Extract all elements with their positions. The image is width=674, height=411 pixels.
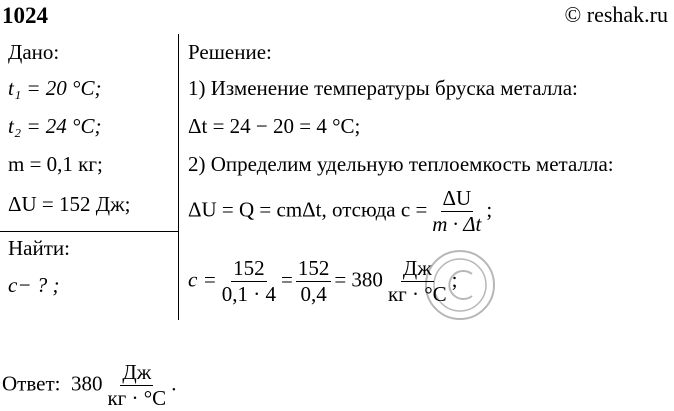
calc-lhs: c = xyxy=(188,267,217,292)
given-m: m = 0,1 кг; xyxy=(8,152,103,176)
formula-lhs: ΔU = Q = cmΔt, отсюда c = xyxy=(188,197,428,222)
solution-dt: Δt = 24 − 20 = 4 °C; xyxy=(188,114,361,138)
fraction-numerator: Дж xyxy=(402,256,432,280)
calc-end: ; xyxy=(451,267,458,292)
solution-step2: 2) Определим удельную теплоемкость металла: xyxy=(188,152,614,176)
fraction-denominator: кг · °C xyxy=(107,386,167,410)
fraction-denominator: кг · °C xyxy=(387,282,447,306)
vertical-divider xyxy=(178,34,179,320)
calc-equals: = xyxy=(281,267,293,292)
solution-title: Решение: xyxy=(188,40,272,64)
answer xyxy=(2,362,176,409)
formula-end: ; xyxy=(486,197,493,222)
formula-fraction xyxy=(430,188,483,235)
fraction-denominator: m · Δt xyxy=(432,212,482,236)
solution-calc xyxy=(188,258,458,305)
fraction-numerator: Дж xyxy=(122,360,152,384)
copyright: © reshak.ru xyxy=(564,2,668,27)
answer-unit xyxy=(105,362,168,409)
answer-label: Ответ: xyxy=(2,371,61,396)
fraction-numerator: 152 xyxy=(297,256,330,280)
given-du: ΔU = 152 Дж; xyxy=(8,192,131,216)
calc-fraction-2 xyxy=(296,258,332,305)
fraction-numerator: 152 xyxy=(233,256,265,280)
solution-step1: 1) Изменение температуры бруска металла: xyxy=(188,76,578,100)
fraction-numerator: ΔU xyxy=(442,186,472,210)
calc-unit-fraction xyxy=(386,258,449,305)
answer-value: 380 xyxy=(70,371,103,396)
fraction-denominator: 0,4 xyxy=(300,282,327,306)
calc-fraction-1 xyxy=(220,258,278,305)
horizontal-divider xyxy=(0,231,178,232)
fraction-denominator: 0,1 · 4 xyxy=(221,282,276,306)
given-t2: t₂ = 24 °C; xyxy=(8,114,102,138)
solution-formula xyxy=(188,188,492,235)
given-title: Дано: xyxy=(8,40,60,64)
find-title: Найти: xyxy=(8,236,70,260)
answer-end: . xyxy=(171,371,177,396)
given-t1: t₁ = 20 °C; xyxy=(8,76,102,100)
find-c: c− ? ; xyxy=(8,273,60,297)
problem-number: 1024 xyxy=(2,3,48,28)
calc-result: = 380 xyxy=(334,267,383,292)
